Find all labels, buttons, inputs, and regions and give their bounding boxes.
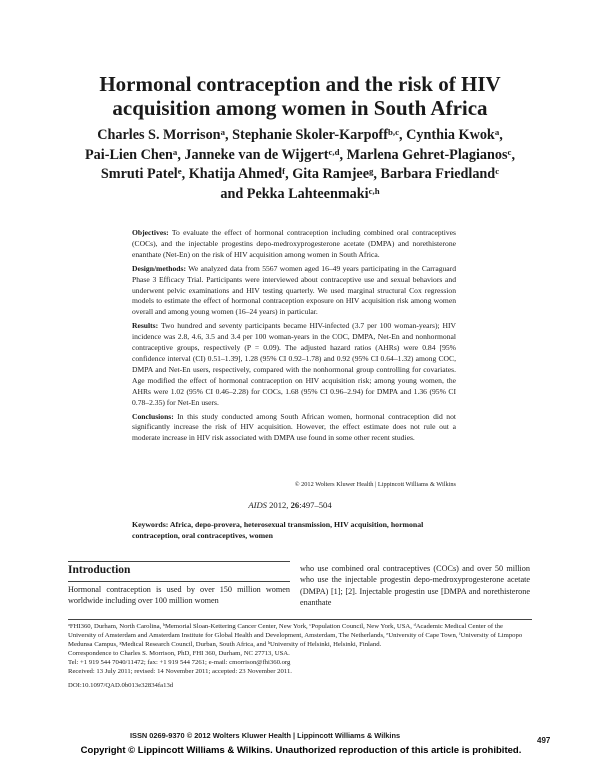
page-number: 497 xyxy=(537,736,551,745)
author-name: Gita Ramjee xyxy=(292,166,370,182)
design-label: Design/methods: xyxy=(132,263,187,273)
author-name: Pai-Lien Chen xyxy=(85,146,173,163)
design-text: We analyzed data from 5567 women aged 16–49 years participating in the Carraguard Phase 3 Efficacy Trial. Participants were interviewed about contraceptive use and sexual behaviors and underwent pelvic examinations and HIV testing quarterly. We used marginal structural Cox regression models to estimate the effect of hormonal contraception exposure on HIV acquisition risk among women overall and among young women (16–24 years) in particular. xyxy=(132,263,456,317)
abstract-objectives xyxy=(132,228,456,261)
author-affiliation-mark: c,h xyxy=(368,185,380,196)
journal-citation xyxy=(130,500,450,510)
author-name: Janneke van de Wijgert xyxy=(184,146,329,163)
keywords xyxy=(132,519,456,541)
results-text: Two hundred and seventy participants became HIV-infected (3.7 per 100 woman-years); HIV incidence was 2.8, 4.6, 3.5 and 3.4 per 100 woman-years in the COC, DMPA, Net-En and nonhormonal contraceptive groups, respectively (P = 0.09). The adjusted hazard ratios (AHRs) were 0.84 [95% confidence interval (CI) 0.51–1.39], 1.28 (95% CI 0.92–1.78) and 0.92 (95% CI 0.64–1.32) among COC, DMPA and Net-En users, respectively, compared with the nonhormonal group controlling for covariates. Age modified the effect of hormonal contraception on HIV acquisition risk; among young women, the AHRs were 1.02 (95% CI 0.46–2.28) for COCs, 1.68 (95% CI 0.96–2.94) for DMPA and 1.36 (95% CI 0.78–2.35) for Net-En users. xyxy=(132,321,456,407)
affiliation-text: Population Council, New York, USA, xyxy=(311,623,414,630)
citation-year: 2012, xyxy=(266,500,291,510)
author-affiliation-mark: f xyxy=(282,166,286,177)
results-label: Results: xyxy=(132,321,159,331)
author-affiliation-mark: b,c xyxy=(388,127,400,138)
affiliation-text: University of Limpopo Medunsa Campus, xyxy=(68,632,523,649)
author-name: Marlena Gehret-Plagianos xyxy=(346,146,508,163)
keywords-label: Keywords: xyxy=(132,520,169,529)
author-affiliation-mark: e xyxy=(177,166,182,177)
objectives-text: To evaluate the effect of hormonal contraception including combined oral contraceptives (COCs), and the injectable progestins depo-medroxyprogesterone acetate (DMPA) and norethisterone enanthate (Net-En) on the risk of HIV acquisition among women in South Africa. xyxy=(132,228,456,259)
contact-info: Tel: +1 919 544 7040/11472; fax: +1 919 544 7261; e-mail: cmorrison@fhi360.org xyxy=(68,659,291,667)
author-separator: , xyxy=(285,166,293,182)
affiliation-mark: h xyxy=(267,640,270,646)
affiliations xyxy=(68,622,532,649)
section-rule-bottom xyxy=(68,581,290,582)
title-line-2: acquisition among women in South Africa xyxy=(112,96,488,120)
introduction-heading: Introduction xyxy=(68,564,131,576)
author-name: Barbara Friedland xyxy=(380,166,496,182)
affiliation-mark: f xyxy=(459,631,461,637)
author-name: Stephanie Skoler-Karpoff xyxy=(232,127,389,143)
affiliation-text: FHI360, Durham, North Carolina, xyxy=(69,623,163,630)
author-separator: , xyxy=(499,127,503,143)
footnote-rule xyxy=(68,619,532,620)
affiliation-text: University of Helsinki, Helsinki, Finland. xyxy=(269,641,382,649)
objectives-label: Objectives: xyxy=(132,228,169,237)
author-separator: , xyxy=(177,146,185,163)
author-affiliation-mark: c xyxy=(495,166,500,177)
affiliation-text: Memorial Sloan-Kettering Cancer Center, New York, xyxy=(164,623,310,630)
author-separator: , xyxy=(399,127,407,143)
affiliation-text: University of Cape Town, xyxy=(388,632,460,640)
affiliation-mark: b xyxy=(162,622,165,628)
author-separator: , xyxy=(181,166,189,182)
affiliation-text: Medical Research Council, Durban, South Africa, and xyxy=(121,641,268,649)
author-separator: , xyxy=(511,146,515,163)
affiliation-text: Academic Medical Center of the University of Amsterdam and Amsterdam Institute for Global Health and Development, Amsterdam, The Netherlands, xyxy=(68,623,503,640)
affiliation-mark: a xyxy=(68,622,70,628)
citation-volume: 26 xyxy=(290,500,300,510)
author-affiliation-mark: c xyxy=(507,146,512,157)
conclusions-text: In this study conducted among South African women, hormonal contraception did not significantly increase the risk of HIV acquisition. However, the effect estimate does not rule out a moderate increase in HIV risk associated with DMPA use found in some other recent studies. xyxy=(132,411,456,443)
author-separator: , xyxy=(339,146,347,163)
abstract-conclusions xyxy=(132,412,456,445)
affiliation-mark: g xyxy=(119,640,122,646)
footer-issn: ISSN 0269-9370 © 2012 Wolters Kluwer Health | Lippincott Williams & Wilkins xyxy=(130,731,401,740)
copyright-notice: Copyright © Lippincott Williams & Wilkins. Unauthorized reproduction of this article is prohibited. xyxy=(80,745,522,756)
abstract xyxy=(132,228,456,447)
author-name: Charles S. Morrison xyxy=(97,127,221,143)
author-separator: , xyxy=(373,166,381,182)
title-line-1: Hormonal contraception and the risk of HIV xyxy=(99,72,501,96)
author-affiliation-mark: a xyxy=(172,146,178,157)
author-affiliation-mark: a xyxy=(494,127,500,138)
abstract-design xyxy=(132,264,456,319)
introduction-left-column: Hormonal contraception is used by over 150 million women worldwide including over 100 million women xyxy=(68,585,290,606)
author-affiliation-mark: c,d xyxy=(328,146,340,157)
author-affiliation-mark: a xyxy=(220,127,225,138)
affiliation-mark: e xyxy=(386,631,389,637)
conclusions-label: Conclusions: xyxy=(132,411,174,421)
affiliation-mark: d xyxy=(413,622,416,628)
section-rule-top xyxy=(68,561,290,562)
author-affiliation-mark: g xyxy=(369,166,374,177)
received-dates: Received: 13 July 2011; revised: 14 November 2011; accepted: 23 November 2011. xyxy=(68,668,292,676)
author-name: Smruti Patel xyxy=(100,166,178,182)
author-list xyxy=(40,126,560,204)
author-separator: , xyxy=(224,127,233,143)
introduction-right-column: who use combined oral contraceptives (COCs) and over 50 million who use the injectable progestin depo-medroxyprogesterone acetate (DMPA) [1]; [2]. Injectable progestin use [DMPA and norethisterone enanthate xyxy=(300,564,530,607)
abstract-copyright: © 2012 Wolters Kluwer Health | Lippincott Williams & Wilkins xyxy=(294,481,456,488)
author-name: and Pekka Lahteenmaki xyxy=(220,185,369,202)
doi: DOI:10.1097/QAD.0b013e32834fa13d xyxy=(68,681,174,689)
abstract-results xyxy=(132,321,456,408)
affiliation-mark: c xyxy=(309,622,312,628)
journal-name: AIDS xyxy=(248,500,267,510)
keywords-text: Africa, depo-provera, heterosexual transmission, HIV acquisition, hormonal contraception, oral contraceptives, women xyxy=(132,520,424,540)
author-name: Cynthia Kwok xyxy=(406,127,495,143)
article-title xyxy=(40,72,560,120)
author-name: Khatija Ahmed xyxy=(188,166,283,182)
footnotes xyxy=(68,622,532,690)
correspondence: Correspondence to Charles S. Morrison, PhD, FHI 360, Durham, NC 27713, USA. xyxy=(68,650,290,658)
citation-pages: :497–504 xyxy=(299,500,332,510)
